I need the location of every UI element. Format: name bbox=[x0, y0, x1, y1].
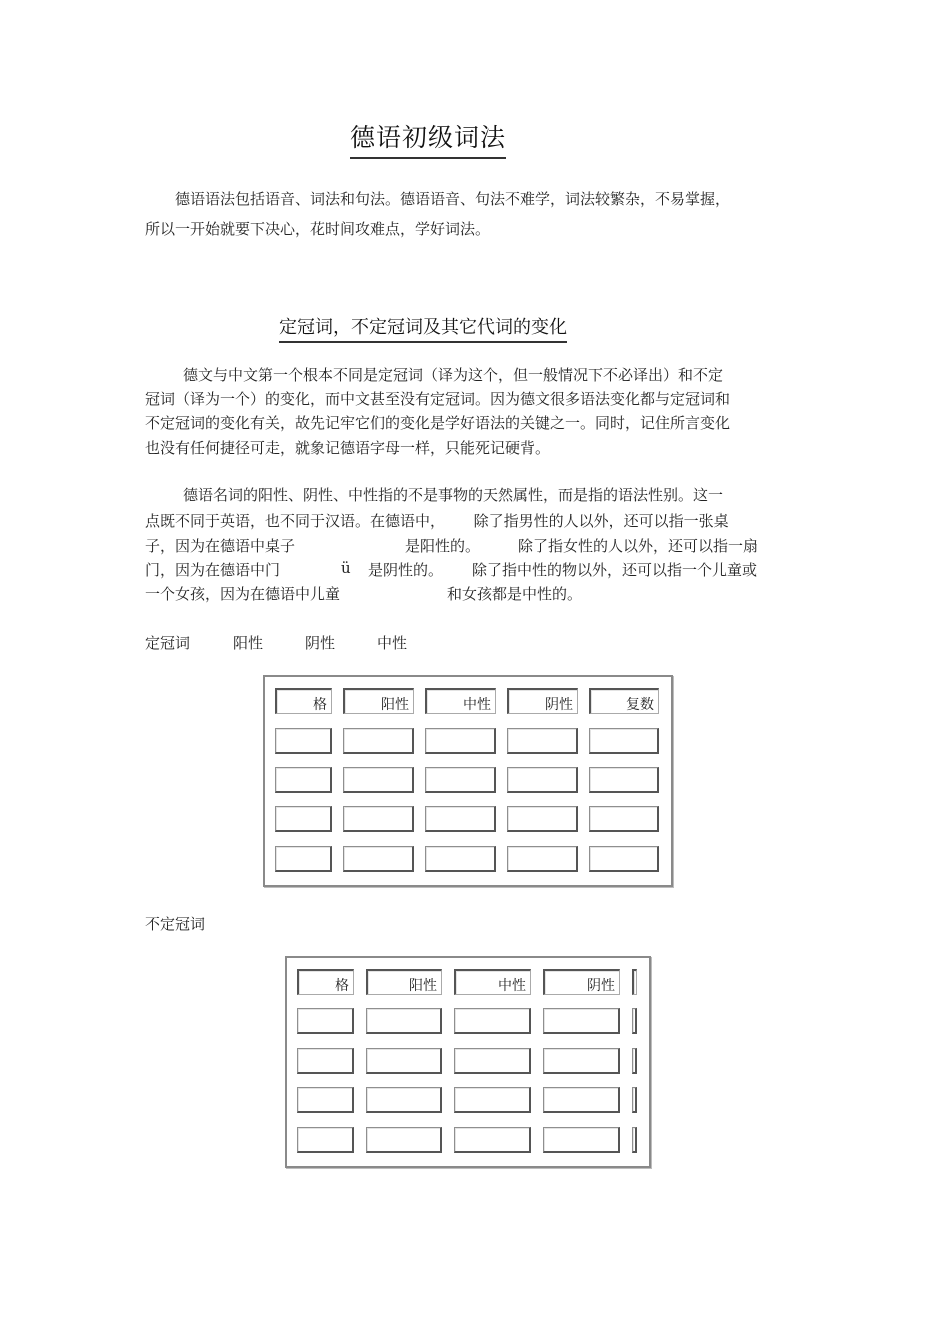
table-cell[interactable] bbox=[297, 1048, 354, 1074]
definite-article-label: 定冠词 bbox=[145, 634, 191, 652]
para2-line: 德语名词的阳性、阴性、中性指的不是事物的天然属性，而是指的语法性别。这一 bbox=[183, 486, 724, 504]
table-cell[interactable] bbox=[425, 846, 496, 872]
table-header-cell: 阳性 bbox=[343, 688, 414, 714]
table-cell[interactable] bbox=[343, 846, 414, 872]
table-cell[interactable] bbox=[589, 806, 659, 832]
gender-feminine-label: 阴性 bbox=[305, 634, 336, 652]
table-cell[interactable] bbox=[343, 728, 414, 754]
table-header-cell bbox=[632, 969, 637, 995]
table-cell[interactable] bbox=[454, 1008, 531, 1034]
intro-line-2: 所以一开始就要下决心，花时间攻难点，学好词法。 bbox=[145, 220, 491, 238]
table-cell[interactable] bbox=[589, 846, 659, 872]
table-cell[interactable] bbox=[589, 728, 659, 754]
table-cell[interactable] bbox=[632, 1127, 637, 1153]
para2-line: 除了指女性的人以外，还可以指一扇 bbox=[518, 537, 759, 555]
para1-line: 德文与中文第一个根本不同是定冠词（译为这个，但一般情况下不必译出）和不定 bbox=[183, 366, 724, 384]
para1-line: 不定冠词的变化有关，故先记牢它们的变化是学好语法的关键之一。同时，记住所言变化 bbox=[145, 414, 731, 432]
table-cell[interactable] bbox=[275, 767, 332, 793]
table-header-cell: 格 bbox=[297, 969, 354, 995]
indefinite-article-label: 不定冠词 bbox=[145, 915, 206, 933]
table-cell[interactable] bbox=[366, 1127, 442, 1153]
table-cell[interactable] bbox=[507, 767, 578, 793]
table-cell[interactable] bbox=[343, 806, 414, 832]
intro-line-1: 德语语法包括语音、词法和句法。德语语音、句法不难学，词法较繁杂，不易掌握， bbox=[175, 190, 731, 208]
table-cell[interactable] bbox=[507, 806, 578, 832]
gender-neuter-label: 中性 bbox=[377, 634, 408, 652]
gender-masculine-label: 阳性 bbox=[233, 634, 264, 652]
table-header-cell: 中性 bbox=[454, 969, 531, 995]
table-cell[interactable] bbox=[275, 806, 332, 832]
table-cell[interactable] bbox=[454, 1127, 531, 1153]
para2-line: 除了指中性的物以外，还可以指一个儿童或 bbox=[472, 561, 758, 579]
table-cell[interactable] bbox=[425, 767, 496, 793]
table-cell[interactable] bbox=[454, 1087, 531, 1113]
para2-line: 是阳性的。 bbox=[405, 537, 481, 555]
table-cell[interactable] bbox=[366, 1048, 442, 1074]
table-header-cell: 复数 bbox=[589, 688, 659, 714]
table-header-cell: 中性 bbox=[425, 688, 496, 714]
page-title: 德语初级词法 bbox=[350, 118, 506, 159]
para2-line: 点既不同于英语，也不同于汉语。在德语中， 除了指男性的人以外，还可以指一张桌 bbox=[145, 512, 729, 530]
table-cell[interactable] bbox=[297, 1127, 354, 1153]
para2-line: 和女孩都是中性的。 bbox=[447, 585, 583, 603]
table-cell[interactable] bbox=[297, 1087, 354, 1113]
para2-line: ü bbox=[341, 559, 351, 577]
table-cell[interactable] bbox=[425, 728, 496, 754]
table-cell[interactable] bbox=[632, 1008, 637, 1034]
table-cell[interactable] bbox=[589, 767, 659, 793]
table-cell[interactable] bbox=[632, 1048, 637, 1074]
table-cell[interactable] bbox=[366, 1087, 442, 1113]
para1-line: 冠词（译为一个）的变化，而中文甚至没有定冠词。因为德文很多语法变化都与定冠词和 bbox=[145, 390, 731, 408]
table-cell[interactable] bbox=[275, 728, 332, 754]
section-title: 定冠词，不定冠词及其它代词的变化 bbox=[279, 313, 567, 343]
para2-line: 门，因为在德语中门 bbox=[145, 561, 281, 579]
table-cell[interactable] bbox=[543, 1087, 620, 1113]
para1-line: 也没有任何捷径可走，就象记德语字母一样，只能死记硬背。 bbox=[145, 439, 551, 457]
para2-line: 子，因为在德语中桌子 bbox=[145, 537, 296, 555]
table-cell[interactable] bbox=[343, 767, 414, 793]
table-cell[interactable] bbox=[543, 1008, 620, 1034]
table-cell[interactable] bbox=[366, 1008, 442, 1034]
table-cell[interactable] bbox=[454, 1048, 531, 1074]
table-cell[interactable] bbox=[632, 1087, 637, 1113]
table-cell[interactable] bbox=[507, 846, 578, 872]
para2-line: 一个女孩，因为在德语中儿童 bbox=[145, 585, 341, 603]
table-header-cell: 阴性 bbox=[543, 969, 620, 995]
table-header-cell: 格 bbox=[275, 688, 332, 714]
table-cell[interactable] bbox=[543, 1048, 620, 1074]
table-cell[interactable] bbox=[297, 1008, 354, 1034]
table-cell[interactable] bbox=[543, 1127, 620, 1153]
para2-line: 是阴性的。 bbox=[368, 561, 444, 579]
table-header-cell: 阳性 bbox=[366, 969, 442, 995]
table-cell[interactable] bbox=[275, 846, 332, 872]
table-cell[interactable] bbox=[425, 806, 496, 832]
table-cell[interactable] bbox=[507, 728, 578, 754]
table-header-cell: 阴性 bbox=[507, 688, 578, 714]
